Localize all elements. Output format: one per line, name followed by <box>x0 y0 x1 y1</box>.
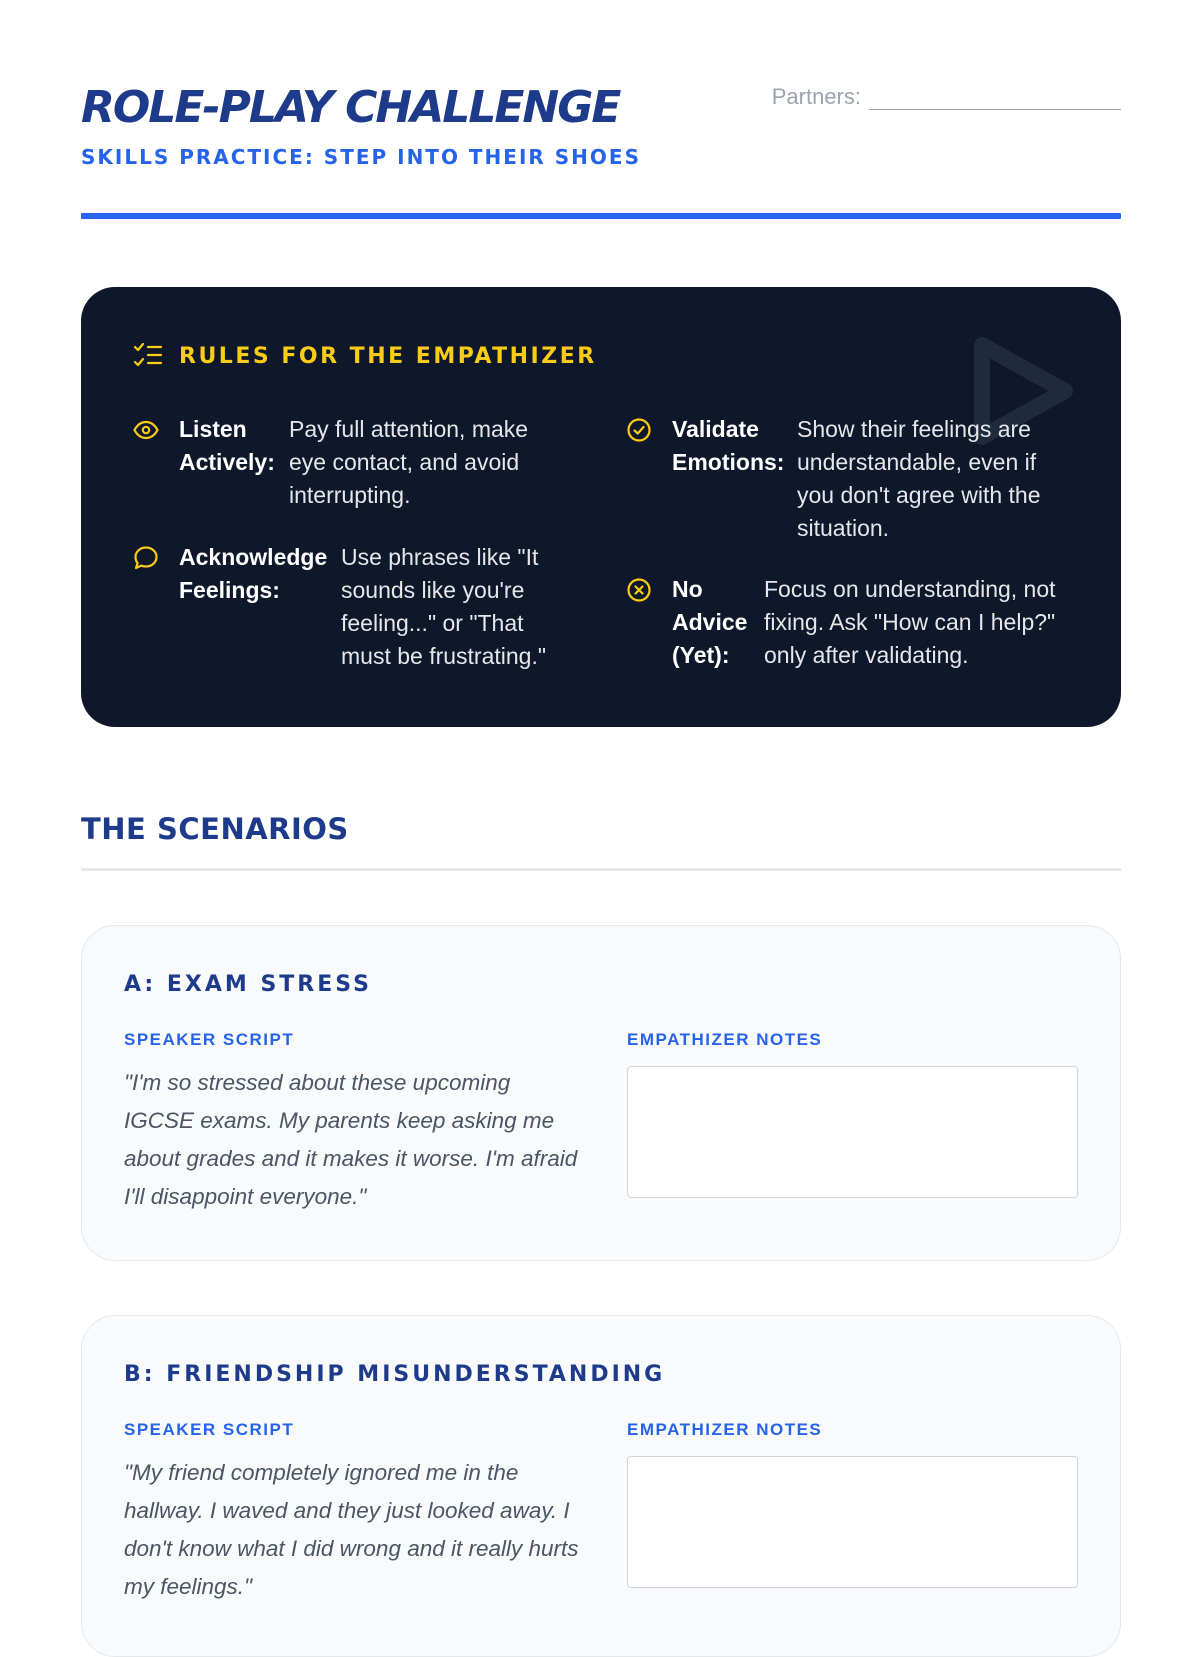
eye-icon <box>133 420 159 440</box>
rule-listen-actively <box>133 413 553 512</box>
speech-bubble-icon <box>133 545 159 571</box>
scenario-title: B: FRIENDSHIP MISUNDERSTANDING <box>124 1362 666 1387</box>
rule-description: Pay full attention, make eye contact, and avoid interrupting. <box>289 416 529 508</box>
rule-name: Listen Actively: <box>179 416 275 475</box>
rule-acknowledge-feelings <box>133 541 553 673</box>
speaker-script-text: "I'm so stressed about these upcoming IGCSE exams. My parents keep asking me about grades and it makes it worse. I'm afraid I'll disappoint everyone." <box>124 1070 578 1209</box>
rules-card <box>81 287 1121 727</box>
scenarios-heading: THE SCENARIOS <box>81 812 349 846</box>
empathizer-notes-label: EMPATHIZER NOTES <box>627 1030 823 1049</box>
page-title: ROLE-PLAY CHALLENGE <box>81 82 620 133</box>
rule-no-advice <box>626 573 1076 672</box>
scenario-card-b <box>81 1315 1121 1657</box>
speaker-script-label: SPEAKER SCRIPT <box>124 1420 295 1439</box>
rule-validate-emotions <box>626 413 1076 545</box>
speaker-script-text: "My friend completely ignored me in the hallway. I waved and they just looked away. I don't know what I did wrong and it really hurts my feelings." <box>124 1460 579 1599</box>
rule-name: Acknowledge Feelings: <box>179 544 328 603</box>
rule-name: No Advice (Yet): <box>672 576 748 668</box>
empathizer-notes-box[interactable] <box>627 1066 1078 1198</box>
page-subtitle: SKILLS PRACTICE: STEP INTO THEIR SHOES <box>81 145 641 169</box>
partners-field <box>772 84 1121 110</box>
empathizer-notes-label: EMPATHIZER NOTES <box>627 1420 823 1439</box>
checklist-icon <box>133 343 163 369</box>
scenario-card-a <box>81 925 1121 1261</box>
speaker-script-label: SPEAKER SCRIPT <box>124 1030 295 1049</box>
rule-description: Show their feelings are understandable, even if you don't agree with the situation. <box>797 416 1041 541</box>
rule-description: Focus on understanding, not fixing. Ask "How can I help?" only after validating. <box>764 576 1056 668</box>
x-circle-icon <box>626 577 652 603</box>
scenario-title: A: EXAM STRESS <box>124 972 372 997</box>
header-divider <box>81 213 1121 219</box>
header <box>81 60 1121 220</box>
rule-description: Use phrases like "It sounds like you're feeling..." or "That must be frustrating." <box>341 544 547 669</box>
partners-blank-line[interactable] <box>869 89 1121 110</box>
check-circle-icon <box>626 417 652 443</box>
scenarios-divider <box>81 868 1121 871</box>
rules-title: RULES FOR THE EMPATHIZER <box>179 343 597 369</box>
rule-name: Validate Emotions: <box>672 416 785 475</box>
empathizer-notes-box[interactable] <box>627 1456 1078 1588</box>
partners-label: Partners: <box>771 84 861 109</box>
rules-heading <box>133 343 597 369</box>
